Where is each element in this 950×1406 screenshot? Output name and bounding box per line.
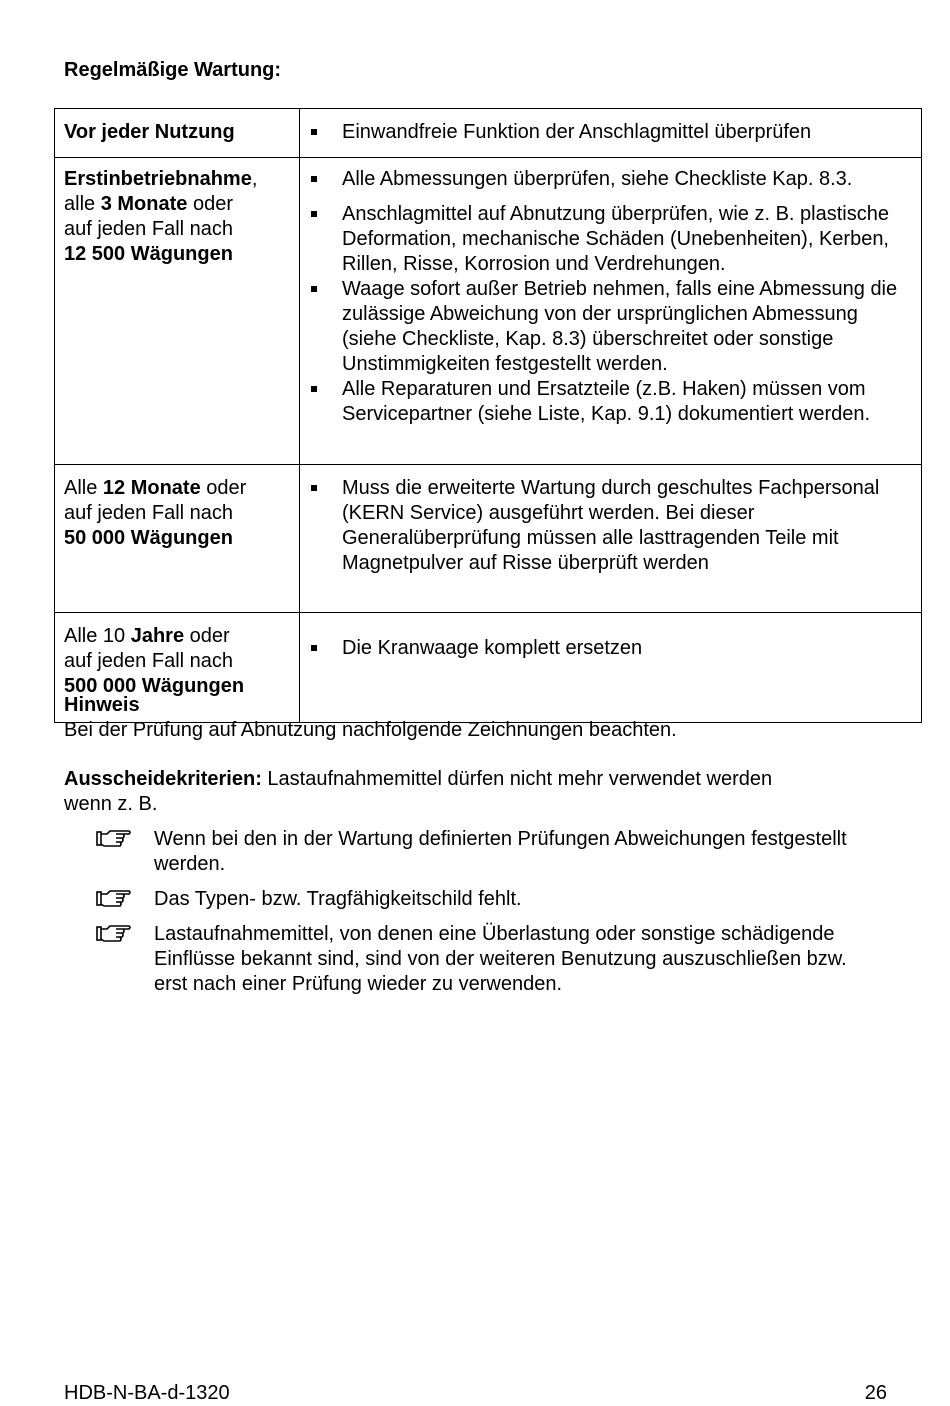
interval-cell xyxy=(55,109,300,158)
bullet-square-icon xyxy=(311,645,317,651)
note-title: Hinweis xyxy=(64,694,140,716)
maintenance-table xyxy=(54,108,922,723)
table-row xyxy=(55,465,922,613)
table-row xyxy=(55,109,922,158)
bullet-square-icon xyxy=(311,176,317,182)
section-heading: Regelmäßige Wartung: xyxy=(64,59,282,81)
list-item: Alle Reparaturen und Ersatzteile (z.B. Haken) müssen vom Servicepartner (siehe Liste, Kap. 9.1) dokumentiert werden. xyxy=(310,377,913,427)
task-cell xyxy=(300,158,922,465)
bullet-square-icon xyxy=(311,386,317,392)
note-text: Bei der Prüfung auf Abnutzung nachfolgende Zeichnungen beachten. xyxy=(64,719,677,741)
task-cell xyxy=(300,465,922,613)
list-item: Alle Abmessungen überprüfen, siehe Checkliste Kap. 8.3. xyxy=(310,167,913,192)
list-item: Waage sofort außer Betrieb nehmen, falls eine Abmessung die zulässige Abweichung von der ursprünglichen Abmessung (siehe Checkliste, Kap. 8.3) überschreitet oder sonstige Unstimmigkeiten festgestellt werden. xyxy=(310,277,913,377)
list-item: Einwandfreie Funktion der Anschlagmittel überprüfen xyxy=(310,120,913,145)
bullet-square-icon xyxy=(311,129,317,135)
task-cell xyxy=(300,109,922,158)
page-number: 26 xyxy=(864,1382,887,1404)
criteria-label: Ausscheidekriterien: xyxy=(64,768,262,790)
interval-cell: Erstinbetriebnahme, alle 3 Monate oder auf jeden Fall nach 12 500 Wägungen xyxy=(55,158,300,465)
bullet-square-icon xyxy=(311,286,317,292)
bullet-square-icon xyxy=(311,211,317,217)
table-row xyxy=(55,158,922,465)
list-item: Die Kranwaage komplett ersetzen xyxy=(310,636,913,661)
pointing-hand-icon xyxy=(96,922,132,944)
pointing-hand-icon xyxy=(96,887,132,909)
note-block xyxy=(64,693,884,743)
pointing-hand-icon xyxy=(96,827,132,849)
interval-cell: Alle 10 Jahre oder auf jeden Fall nach 500 000 Wägungen xyxy=(55,613,300,723)
document-id: HDB-N-BA-d-1320 xyxy=(64,1382,230,1404)
list-item: Muss die erweiterte Wartung durch geschultes Fachpersonal (KERN Service) ausgeführt werden. Bei dieser Generalüberprüfung müssen alle lasttragenden Teile mit Magnetpulver auf Risse überprüft werden xyxy=(310,476,913,576)
bullet-square-icon xyxy=(311,485,317,491)
criteria-intro: Ausscheidekriterien: Lastaufnahmemittel dürfen nicht mehr verwendet werden wenn z. B. xyxy=(64,768,773,815)
interval-label: Vor jeder Nutzung xyxy=(64,121,235,143)
interval-cell: Alle 12 Monate oder auf jeden Fall nach 50 000 Wägungen xyxy=(55,465,300,613)
list-item: Anschlagmittel auf Abnutzung überprüfen, wie z. B. plastische Deformation, mechanische Schäden (Unebenheiten), Kerben, Rillen, Risse, Korrosion und Verdrehungen. xyxy=(310,202,913,277)
